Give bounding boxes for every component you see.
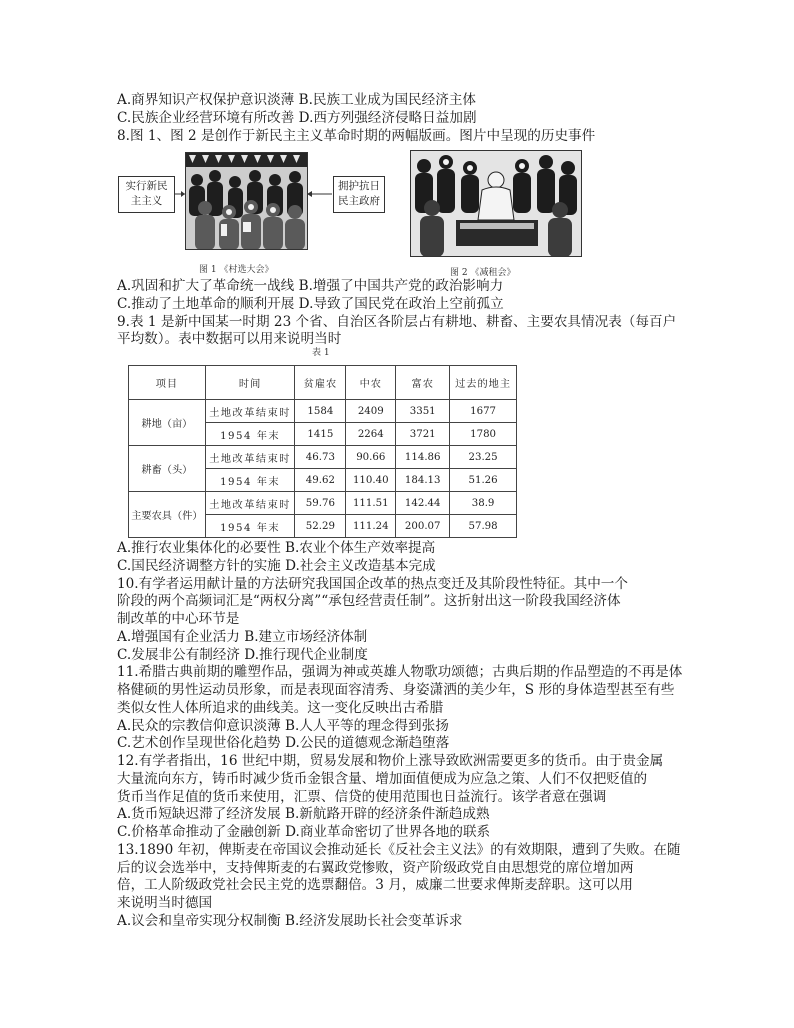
q10-stem-line2: 阶段的两个高频词汇是“两权分离”“承包经营责任制”。这折射出这一阶段我国经济体 <box>117 593 621 610</box>
fig1-label-left-line1: 实行新民 <box>125 180 168 192</box>
q13-stem-line2: 后的议会选举中，支持俾斯麦的右翼政党惨败，资产阶级政党自由思想党的席位增加两 <box>117 859 634 876</box>
cell-value: 1780 <box>450 423 517 446</box>
fig1-right-arrow <box>307 189 333 199</box>
q12-stem-line3: 货币当作足值的货币来使用，汇票、信贷的使用范围也日益流行。该学者意在强调 <box>117 788 607 805</box>
cell-value: 142.44 <box>396 492 450 515</box>
cell-time: 土地改革结束时 <box>205 492 295 515</box>
cell-time: 1954 年末 <box>205 515 295 538</box>
cell-value: 2409 <box>346 400 396 423</box>
row-item-farmland: 耕地（亩） <box>129 400 206 446</box>
q9-stem-line1: 9.表 1 是新中国某一时期 23 个省、自治区各阶层占有耕地、耕畜、主要农具情况表（每百户 <box>117 313 677 330</box>
q8-stem: 8.图 1、图 2 是创作于新民主主义革命时期的两幅版画。图片中呈现的历史事件 <box>117 127 596 144</box>
table-caption: 表 1 <box>312 348 330 358</box>
q12-stem-line2: 大量流向东方，铸币时减少货币金银含量、增加面值便成为应急之策、人们不仅把贬值的 <box>117 770 648 787</box>
header-former-landlords: 过去的地主 <box>450 366 517 400</box>
table-row <box>129 446 517 469</box>
q10-options-ab: A.增强国有企业活力 B.建立市场经济体制 <box>117 628 368 645</box>
cell-value: 90.66 <box>346 446 396 469</box>
cell-value: 49.62 <box>295 469 346 492</box>
q11-options-cd: C.艺术创作呈现世俗化趋势 D.公民的道德观念渐趋堕落 <box>117 735 450 752</box>
cell-value: 57.98 <box>450 515 517 538</box>
q9-options-ab: A.推行农业集体化的必要性 B.农业个体生产效率提高 <box>117 540 436 556</box>
q13-stem-line4: 来说明当时德国 <box>117 895 213 911</box>
cell-value: 52.29 <box>295 515 346 538</box>
cell-time: 土地改革结束时 <box>205 446 295 469</box>
q10-stem-line3: 制改革的中心环节是 <box>117 611 240 627</box>
header-poor-peasants: 贫雇农 <box>295 366 346 400</box>
row-item-farm-tools: 主要农具（件） <box>129 492 206 538</box>
q9-options-cd: C.国民经济调整方针的实施 D.社会主义改造基本完成 <box>117 557 436 574</box>
header-middle-peasants: 中农 <box>346 366 396 400</box>
cell-time: 土地改革结束时 <box>205 400 295 423</box>
cell-value: 51.26 <box>450 469 517 492</box>
fig1-label-left-line2: 主主义 <box>130 195 163 207</box>
cell-value: 3351 <box>396 400 450 423</box>
cell-time: 1954 年末 <box>205 423 295 446</box>
cell-value: 2264 <box>346 423 396 446</box>
cell-value: 23.25 <box>450 446 517 469</box>
cell-value: 1584 <box>295 400 346 423</box>
cell-value: 38.9 <box>450 492 517 515</box>
q8-options-ab: A.巩固和扩大了革命统一战线 B.增强了中国共产党的政治影响力 <box>117 278 504 294</box>
figure-village-election <box>185 152 308 250</box>
cell-value: 200.07 <box>396 515 450 538</box>
q11-stem-line2: 格健硕的男性运动员形象，而是表现面容清秀、身姿潇洒的美少年，S 形的身体造型甚至有些 <box>117 682 675 698</box>
fig1-label-right-line1: 拥护抗日 <box>338 180 380 192</box>
cell-value: 184.13 <box>396 469 450 492</box>
cell-value: 46.73 <box>295 446 346 469</box>
table-row <box>129 492 517 515</box>
q7-options-cd: C.民族企业经营环境有所改善 D.西方列强经济侵略日益加剧 <box>117 109 477 126</box>
figure-rent-reduction <box>410 150 582 257</box>
cell-value: 3721 <box>396 423 450 446</box>
header-time: 时间 <box>205 366 295 400</box>
cell-value: 111.51 <box>346 492 396 515</box>
fig2-caption: 图 2 《减租会》 <box>450 268 516 278</box>
q8-options-cd: C.推动了土地革命的顺利开展 D.导致了国民党在政治上空前孤立 <box>117 295 504 312</box>
land-reform-table <box>128 365 517 538</box>
table-row <box>129 400 517 423</box>
top-text-block <box>117 92 595 145</box>
fig1-label-left <box>118 176 175 213</box>
table-header-row <box>129 366 517 400</box>
fig1-label-right-line2: 民主政府 <box>338 195 380 207</box>
q13-stem-line3: 倍，工人阶级政党社会民主党的选票翻倍。3 月，威廉二世要求俾斯麦辞职。这可以用 <box>117 877 633 894</box>
row-item-draft-animals: 耕畜（头） <box>129 446 206 492</box>
cell-value: 59.76 <box>295 492 346 515</box>
q12-stem-line1: 12.有学者指出，16 世纪中期，贸易发展和物价上涨导致欧洲需要更多的货币。由于贵金属 <box>117 753 664 769</box>
fig1-caption: 图 1 《村选大会》 <box>199 265 274 275</box>
header-item: 项目 <box>129 366 206 400</box>
q12-options-cd: C.价格革命推动了金融创新 D.商业革命密切了世界各地的联系 <box>117 824 491 840</box>
q13-options-ab: A.议会和皇帝实现分权制衡 B.经济发展助长社会变革诉求 <box>117 912 463 929</box>
cell-value: 110.40 <box>346 469 396 492</box>
header-rich-peasants: 富农 <box>396 366 450 400</box>
cell-time: 1954 年末 <box>205 469 295 492</box>
q11-options-ab: A.民众的宗教信仰意识淡薄 B.人人平等的理念得到张扬 <box>117 717 449 734</box>
middle-text-block <box>117 278 676 349</box>
cell-value: 1415 <box>295 423 346 446</box>
fig1-label-right <box>333 176 385 213</box>
q13-stem-line1: 13.1890 年初，俾斯麦在帝国议会推动延长《反社会主义法》的有效期限，遭到了失败。在随 <box>117 841 681 858</box>
q7-options-ab: A.商界知识产权保护意识淡薄 B.民族工业成为国民经济主体 <box>117 92 477 108</box>
q10-options-cd: C.发展非公有制经济 D.推行现代企业制度 <box>117 646 368 663</box>
cell-value: 1677 <box>450 400 517 423</box>
q12-options-ab: A.货币短缺迟滞了经济发展 B.新航路开辟的经济条件渐趋成熟 <box>117 806 490 823</box>
q10-stem-line1: 10.有学者运用献计量的方法研究我国国企改革的热点变迁及其阶段性特征。其中一个 <box>117 575 628 592</box>
cell-value: 114.86 <box>396 446 450 469</box>
cell-value: 111.24 <box>346 515 396 538</box>
q11-stem-line1: 11.希腊古典前期的雕塑作品，强调为神或英雄人物歌功颂德；古典后期的作品塑造的不再是体 <box>117 664 683 681</box>
q9-stem-line2: 平均数）。表中数据可以用来说明当时 <box>117 331 342 348</box>
q11-stem-line3: 类似女性人体所追求的曲线美。这一变化反映出古希腊 <box>117 699 444 716</box>
bottom-text-block <box>117 540 682 931</box>
